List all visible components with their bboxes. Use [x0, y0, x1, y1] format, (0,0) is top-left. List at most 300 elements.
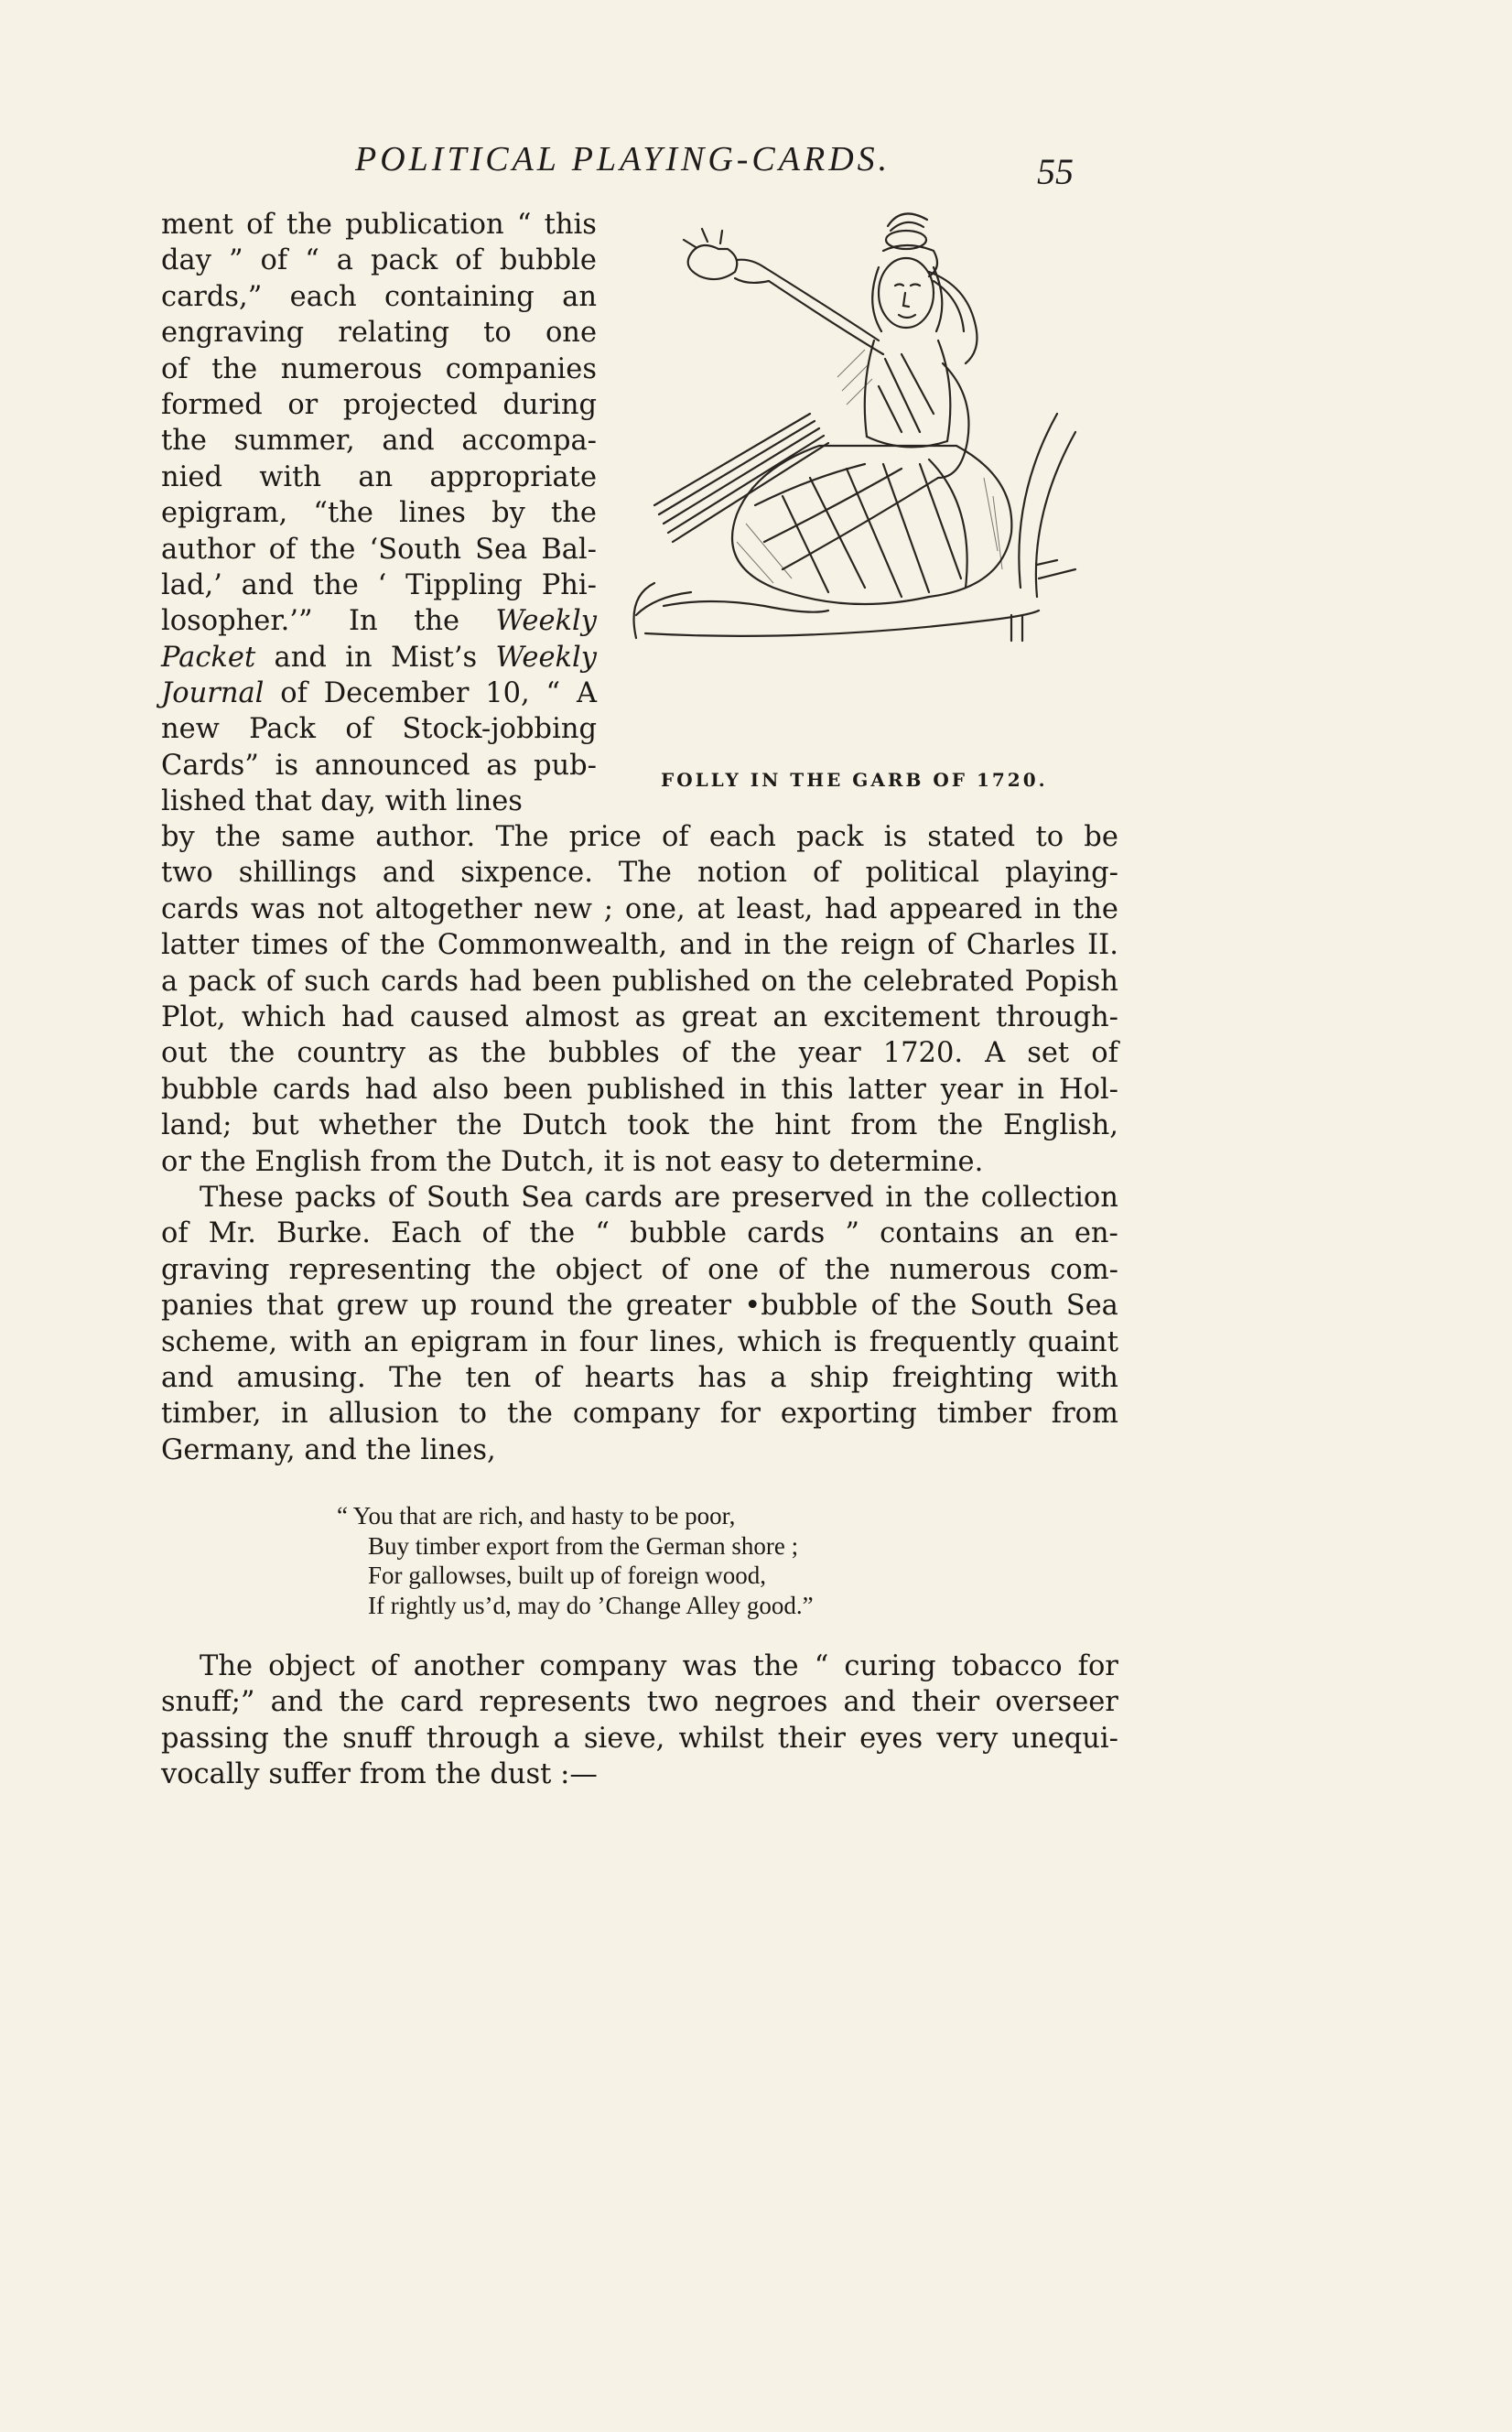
word: times — [251, 929, 329, 962]
word: unequi- — [1011, 1722, 1118, 1755]
word: in — [540, 1325, 567, 1358]
word: Cards” — [161, 749, 259, 782]
text-line — [161, 748, 597, 784]
word: lished — [161, 785, 246, 818]
word: not — [664, 1145, 711, 1178]
word: pub- — [533, 749, 597, 782]
word: an — [562, 280, 597, 313]
word: Weekly — [495, 605, 597, 638]
word: notion — [697, 857, 787, 890]
word: :— — [560, 1758, 598, 1791]
word: such — [304, 965, 371, 998]
word: numerous — [280, 352, 423, 385]
word: the — [211, 352, 258, 385]
word: the — [215, 821, 261, 853]
word: stated — [927, 821, 1016, 853]
text-line — [161, 819, 1118, 855]
word: suffer — [268, 1758, 351, 1791]
word: eyes — [859, 1722, 923, 1755]
word: of — [161, 352, 189, 385]
word: of — [345, 713, 373, 746]
word: the — [783, 929, 829, 962]
word: A — [985, 1037, 1006, 1070]
word: two — [646, 1686, 699, 1719]
word: author. — [375, 821, 476, 853]
word: pack — [370, 244, 438, 277]
word: Plot, — [161, 1000, 226, 1033]
word: the — [312, 568, 359, 601]
text-line — [161, 1180, 1118, 1216]
word: cards — [380, 965, 459, 998]
word: in — [1017, 1073, 1045, 1106]
text-line — [161, 603, 597, 639]
word: new — [161, 713, 220, 746]
word: in — [345, 641, 373, 674]
word: and — [161, 1361, 214, 1394]
word: is — [632, 1145, 656, 1178]
word: the — [286, 209, 332, 241]
word: from — [370, 1145, 437, 1178]
word: had — [341, 1000, 394, 1033]
word: frequently — [869, 1325, 1016, 1358]
text-line — [161, 1360, 1118, 1396]
text-line — [161, 640, 597, 676]
word: year — [798, 1037, 861, 1070]
text-line — [161, 315, 597, 351]
word: excitement — [823, 1000, 980, 1033]
word: but — [252, 1109, 299, 1142]
word: lines, — [420, 1433, 496, 1466]
word: it — [603, 1145, 624, 1178]
word: an — [772, 1000, 808, 1033]
text-line — [161, 1756, 1118, 1792]
word: easy — [719, 1145, 783, 1178]
word: four — [578, 1325, 638, 1358]
word: a — [336, 244, 353, 277]
verse-quotation — [337, 1501, 814, 1620]
word: the — [708, 1109, 755, 1142]
text-line — [161, 423, 597, 459]
word: day, — [320, 785, 376, 818]
word: of — [387, 1182, 416, 1214]
figure-caption: FOLLY IN THE GARB OF 1720. — [661, 769, 1048, 791]
word: was — [250, 892, 306, 925]
verse-line: “ You that are rich, and hasty to be poor, — [337, 1502, 736, 1529]
word: is — [883, 821, 908, 853]
word: the — [339, 1686, 384, 1719]
word: projected — [342, 388, 478, 421]
paragraph-1 — [161, 819, 1118, 1180]
word: is — [275, 749, 299, 782]
word: Bal- — [541, 533, 597, 566]
word: not — [317, 892, 363, 925]
word: Each — [391, 1217, 462, 1250]
text-line — [161, 1324, 1118, 1360]
word: relating — [338, 317, 450, 350]
word: quaint — [1027, 1325, 1118, 1358]
word: Hol- — [1058, 1073, 1118, 1106]
word: had — [825, 892, 878, 925]
word: their — [777, 1722, 847, 1755]
word: “the — [313, 497, 373, 530]
text-line — [161, 1072, 1118, 1108]
text-line — [161, 1035, 1118, 1071]
word: hearts — [584, 1361, 675, 1394]
word: curing — [844, 1650, 936, 1682]
word: the — [200, 1145, 246, 1178]
word: least, — [736, 892, 814, 925]
word: which — [737, 1325, 822, 1358]
text-line — [161, 279, 597, 315]
word: and — [843, 1686, 896, 1719]
word: the — [456, 1109, 502, 1142]
word: land; — [161, 1109, 232, 1142]
word: country — [297, 1037, 406, 1070]
word: and — [382, 857, 436, 890]
word: determine. — [828, 1145, 984, 1178]
text-line — [161, 207, 597, 243]
word: caused — [409, 1000, 509, 1033]
word: of — [455, 244, 482, 277]
word: Weekly — [495, 641, 597, 674]
word: card — [400, 1686, 464, 1719]
word: another — [413, 1650, 524, 1682]
word: the — [567, 1290, 613, 1323]
word: celebrated — [862, 965, 1014, 998]
word: companies — [445, 352, 597, 385]
word: cards — [584, 1182, 663, 1214]
word: took — [627, 1109, 689, 1142]
word: reign — [840, 929, 915, 962]
text-line — [161, 1648, 1118, 1684]
word: whilst — [678, 1722, 764, 1755]
word: containing — [383, 280, 535, 313]
word: the — [446, 1145, 492, 1178]
verse-line: Buy timber export from the German shore ; — [368, 1531, 799, 1560]
word: and — [274, 641, 327, 674]
word: almost — [524, 1000, 620, 1033]
word: appeared — [889, 892, 1022, 925]
text-line — [161, 855, 1118, 891]
word: of — [927, 929, 955, 962]
word: up — [421, 1290, 458, 1323]
word: represents — [479, 1686, 632, 1719]
word: engraving — [161, 317, 305, 350]
word: of — [681, 1037, 709, 1070]
word: the — [229, 1037, 275, 1070]
word: of — [340, 929, 368, 962]
word: their — [911, 1686, 980, 1719]
word: of — [812, 857, 840, 890]
word: of — [246, 209, 274, 241]
word: during — [502, 388, 597, 421]
word: negroes — [714, 1686, 828, 1719]
word: The — [495, 821, 549, 853]
text-line — [161, 1108, 1118, 1143]
word: snuff — [342, 1722, 413, 1755]
word: contains — [880, 1217, 999, 1250]
word: of — [870, 1290, 899, 1323]
word: lines — [399, 497, 466, 530]
word: one — [545, 317, 597, 350]
word: of — [662, 821, 689, 853]
word: South — [969, 1290, 1053, 1323]
word: Sea — [1065, 1290, 1118, 1323]
word: of — [268, 533, 297, 566]
word: on — [761, 965, 796, 998]
word: pack — [188, 965, 256, 998]
word: for — [1077, 1650, 1118, 1682]
word: The — [618, 857, 672, 890]
word: ment — [161, 209, 233, 241]
word: hint — [774, 1109, 831, 1142]
text-line — [161, 387, 597, 423]
text-line — [161, 964, 1118, 1000]
word: “ — [516, 209, 532, 241]
text-line — [161, 459, 597, 495]
word: object — [555, 1253, 643, 1286]
word: by — [161, 821, 195, 853]
text-line — [161, 1432, 1118, 1468]
text-line — [161, 243, 597, 278]
word: latter — [848, 1073, 926, 1106]
word: Germany, — [161, 1433, 296, 1466]
word: very — [936, 1722, 999, 1755]
text-line — [161, 1396, 1118, 1432]
word: the — [529, 1217, 576, 1250]
word: new — [534, 892, 592, 925]
word: tobacco — [951, 1650, 1063, 1682]
word: of — [370, 1650, 398, 1682]
word: that — [266, 1290, 324, 1323]
paragraph-3 — [161, 1648, 1118, 1793]
word: Stock-jobbing — [402, 713, 597, 746]
word: with — [259, 460, 322, 493]
word: of — [260, 244, 288, 277]
word: English, — [1003, 1109, 1118, 1142]
word: collection — [980, 1182, 1118, 1214]
word: published — [611, 965, 751, 998]
word: the — [752, 1650, 799, 1682]
word: summer, — [233, 425, 355, 458]
word: Charles — [966, 929, 1075, 962]
word: from — [850, 1109, 918, 1142]
word: through- — [995, 1000, 1118, 1033]
word: appropriate — [429, 460, 597, 493]
word: out — [161, 1037, 208, 1070]
word: amusing. — [236, 1361, 366, 1394]
word: ‘South — [369, 533, 462, 566]
word: the — [435, 1758, 481, 1791]
text-line — [161, 1288, 1118, 1324]
word: playing- — [1005, 857, 1118, 890]
word: each — [289, 280, 357, 313]
word: Sea — [521, 1182, 574, 1214]
word: graving — [161, 1253, 270, 1286]
word: to — [1035, 821, 1064, 853]
word: and — [304, 1433, 357, 1466]
word: one, — [624, 892, 686, 925]
word: as — [427, 1037, 459, 1070]
word: and — [679, 929, 732, 962]
text-line — [161, 351, 597, 387]
word: Sea — [475, 533, 528, 566]
word: representing — [288, 1253, 471, 1286]
word: grew — [336, 1290, 408, 1323]
word: Dutch — [522, 1109, 608, 1142]
word: of — [280, 677, 308, 710]
word: in — [885, 1182, 913, 1214]
word: had — [364, 1073, 418, 1106]
word: or — [287, 388, 319, 421]
word: ship — [809, 1361, 869, 1394]
word: packs — [295, 1182, 377, 1214]
word: the — [490, 1253, 536, 1286]
word: A — [576, 677, 597, 710]
word: company — [572, 1398, 700, 1431]
text-line — [161, 1684, 1118, 1720]
text-line — [161, 532, 597, 567]
word: of — [661, 1253, 689, 1286]
text-line — [161, 1144, 1118, 1180]
word: numerous — [889, 1253, 1031, 1286]
word: epigram — [410, 1325, 528, 1358]
word: through — [426, 1722, 540, 1755]
paragraph-2 — [161, 1180, 1118, 1468]
word: ; — [603, 892, 614, 925]
word: Commonwealth, — [437, 929, 668, 962]
word: Popish — [1024, 965, 1118, 998]
word: •bubble — [744, 1290, 859, 1323]
word: cards — [161, 892, 240, 925]
word: ten — [465, 1361, 512, 1394]
word: exporting — [780, 1398, 917, 1431]
word: of — [778, 1253, 805, 1286]
word: 10, — [485, 677, 530, 710]
word: company — [539, 1650, 667, 1682]
word: which — [241, 1000, 327, 1033]
page-number: 55 — [1037, 151, 1074, 192]
word: accompa- — [461, 425, 597, 458]
word: “ — [305, 244, 319, 277]
word: and — [382, 425, 435, 458]
word: in — [1033, 892, 1062, 925]
word: with — [1056, 1361, 1118, 1394]
word: the — [911, 1290, 957, 1323]
wrapped-text-column — [161, 207, 597, 820]
word: day — [161, 244, 211, 277]
word: of — [534, 1361, 562, 1394]
word: losopher.’” — [161, 605, 313, 638]
word: cards — [272, 1073, 351, 1106]
word: 1720. — [882, 1037, 964, 1070]
word: price — [568, 821, 642, 853]
word: cards,” — [161, 280, 263, 313]
word: published — [587, 1073, 726, 1106]
word: from — [1051, 1398, 1118, 1431]
word: in — [740, 1073, 767, 1106]
word: greater — [625, 1290, 732, 1323]
text-line — [161, 1721, 1118, 1756]
word: lines — [456, 785, 523, 818]
word: from — [359, 1758, 427, 1791]
word: nied — [161, 460, 222, 493]
word: the — [506, 1398, 553, 1431]
word: the — [365, 1433, 412, 1466]
word: in — [743, 929, 772, 962]
word: the — [283, 1722, 329, 1755]
word: The — [200, 1650, 254, 1682]
word: Burke. — [276, 1217, 371, 1250]
word: political — [865, 857, 980, 890]
word: Packet — [161, 641, 256, 674]
text-line — [161, 711, 597, 747]
word: Pack — [249, 713, 317, 746]
word: an — [363, 1325, 399, 1358]
word: sieve, — [583, 1722, 665, 1755]
word: a — [553, 1722, 570, 1755]
word: preserved — [731, 1182, 874, 1214]
word: object — [268, 1650, 355, 1682]
word: round — [470, 1290, 555, 1323]
word: and — [270, 1686, 323, 1719]
word: dust — [490, 1758, 552, 1791]
word: been — [532, 965, 602, 998]
text-line — [161, 1252, 1118, 1288]
word: the — [481, 1037, 527, 1070]
word: en- — [1074, 1217, 1118, 1250]
word: ‘ — [377, 568, 387, 601]
word: as — [486, 749, 518, 782]
word: for — [719, 1398, 761, 1431]
word: with — [384, 785, 448, 818]
word: an — [1019, 1217, 1054, 1250]
word: is — [834, 1325, 858, 1358]
word: December — [323, 677, 470, 710]
word: author — [161, 533, 255, 566]
word: The — [389, 1361, 443, 1394]
text-line — [161, 567, 597, 603]
word: the — [824, 1253, 870, 1286]
word: bubble — [630, 1217, 728, 1250]
word: “ — [595, 1217, 610, 1250]
word: Phi- — [541, 568, 597, 601]
word: scheme, — [161, 1325, 278, 1358]
text-line — [161, 784, 597, 819]
word: a — [161, 965, 178, 998]
word: timber, — [161, 1398, 262, 1431]
text-line — [161, 1000, 1118, 1035]
word: epigram, — [161, 497, 288, 530]
word: In — [349, 605, 378, 638]
word: with — [289, 1325, 352, 1358]
word: year — [940, 1073, 1003, 1106]
word: and — [241, 568, 295, 601]
word: altogether — [374, 892, 523, 925]
word: are — [674, 1182, 721, 1214]
word: was — [682, 1650, 738, 1682]
word: pack — [796, 821, 864, 853]
word: the — [551, 497, 597, 530]
running-head: POLITICAL PLAYING-CARDS. — [355, 140, 891, 178]
word: lines, — [649, 1325, 726, 1358]
word: announced — [314, 749, 470, 782]
word: set — [1027, 1037, 1070, 1070]
word: to — [483, 317, 512, 350]
word: of — [265, 965, 294, 998]
word: II. — [1087, 929, 1118, 962]
word: of — [481, 1217, 510, 1250]
